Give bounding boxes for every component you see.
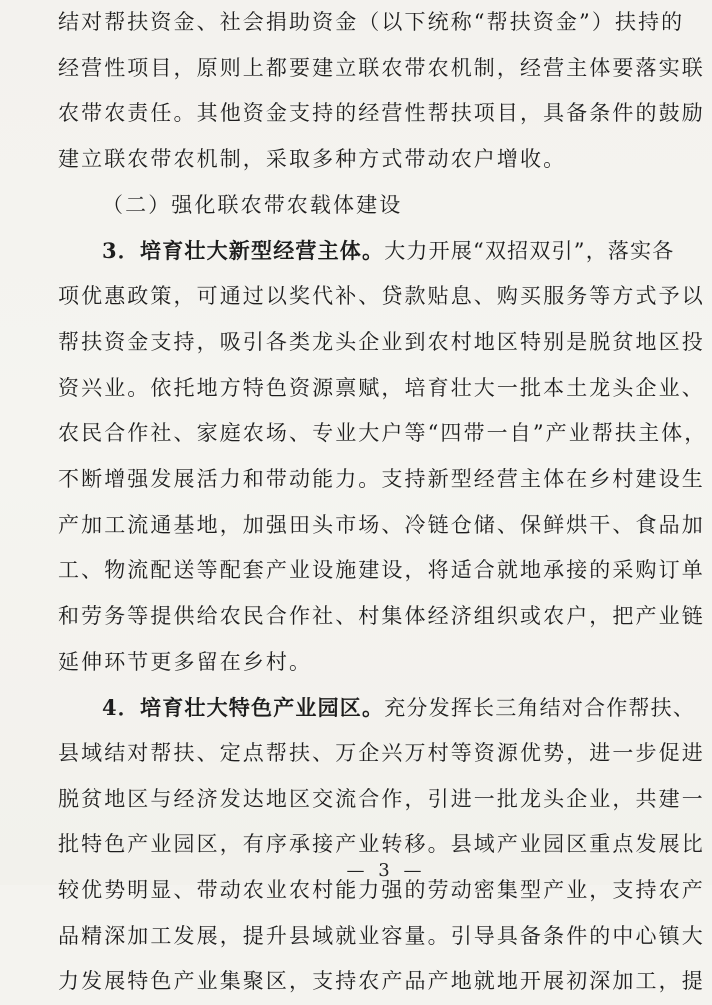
paragraph-line: 不断增强发展活力和带动能力。支持新型经营主体在乡村建设生	[58, 466, 705, 491]
paragraph-line: 品精深加工发展，提升县域就业容量。引导具备条件的中心镇大	[58, 923, 705, 948]
item4-text: 充分发挥长三角结对合作帮扶、	[384, 696, 696, 721]
document-body	[58, 0, 708, 1005]
paragraph-line: 资兴业。依托地方特色资源禀赋，培育壮大一批本土龙头企业、	[58, 375, 705, 400]
section-heading: （二）强化联农带农载体建设	[102, 192, 403, 217]
paragraph-line: 项优惠政策，可通过以奖代补、贷款贴息、购买服务等方式予以	[58, 284, 705, 309]
paragraph-line: 较优势明显、带动农业农村能力强的劳动密集型产业，支持农产	[58, 878, 705, 903]
paragraph-line: 工、物流配送等配套产业设施建设，将适合就地承接的采购订单	[58, 558, 705, 583]
item3-first-line	[58, 228, 675, 274]
paragraph-line: 农民合作社、家庭农场、专业大户等“四带一自”产业帮扶主体，	[58, 421, 708, 446]
paragraph-line: 帮扶资金支持，吸引各类龙头企业到农村地区特别是脱贫地区投	[58, 329, 705, 354]
paragraph-line: 产加工流通基地，加强田头市场、冷链仓储、保鲜烘干、食品加	[58, 512, 705, 537]
item4-heading: 4．培育壮大特色产业园区。	[102, 695, 385, 721]
paragraph-line: 延伸环节更多留在乡村。	[58, 649, 313, 674]
paragraph-line: 经营性项目，原则上都要建立联农带农机制，经营主体要落实联	[58, 55, 705, 80]
item4-first-line	[58, 685, 696, 731]
paragraph-line: 力发展特色产业集聚区，支持农产品产地就地开展初深加工，提	[58, 969, 705, 994]
paragraph-line: 批特色产业园区，有序承接产业转移。县域产业园区重点发展比	[58, 832, 705, 857]
item3-heading: 3．培育壮大新型经营主体。	[102, 238, 385, 264]
paragraph-line: 县域结对帮扶、定点帮扶、万企兴万村等资源优势，进一步促进	[58, 741, 705, 765]
paragraph-line: 和劳务等提供给农民合作社、村集体经济组织或农户，把产业链	[58, 603, 705, 628]
paragraph-line: 脱贫地区与经济发达地区交流合作，引进一批龙头企业，共建一	[58, 786, 705, 811]
paragraph-line: 结对帮扶资金、社会捐助资金（以下统称“帮扶资金”）扶持的	[58, 10, 685, 34]
item3-text: 大力开展“双招双引”，落实各	[384, 239, 675, 264]
paragraph-line: 农带农责任。其他资金支持的经营性帮扶项目，具备条件的鼓励	[58, 101, 705, 126]
paragraph-line: 建立联农带农机制，采取多种方式带动农户增收。	[58, 147, 567, 172]
page-number: — 3 —	[346, 860, 426, 881]
